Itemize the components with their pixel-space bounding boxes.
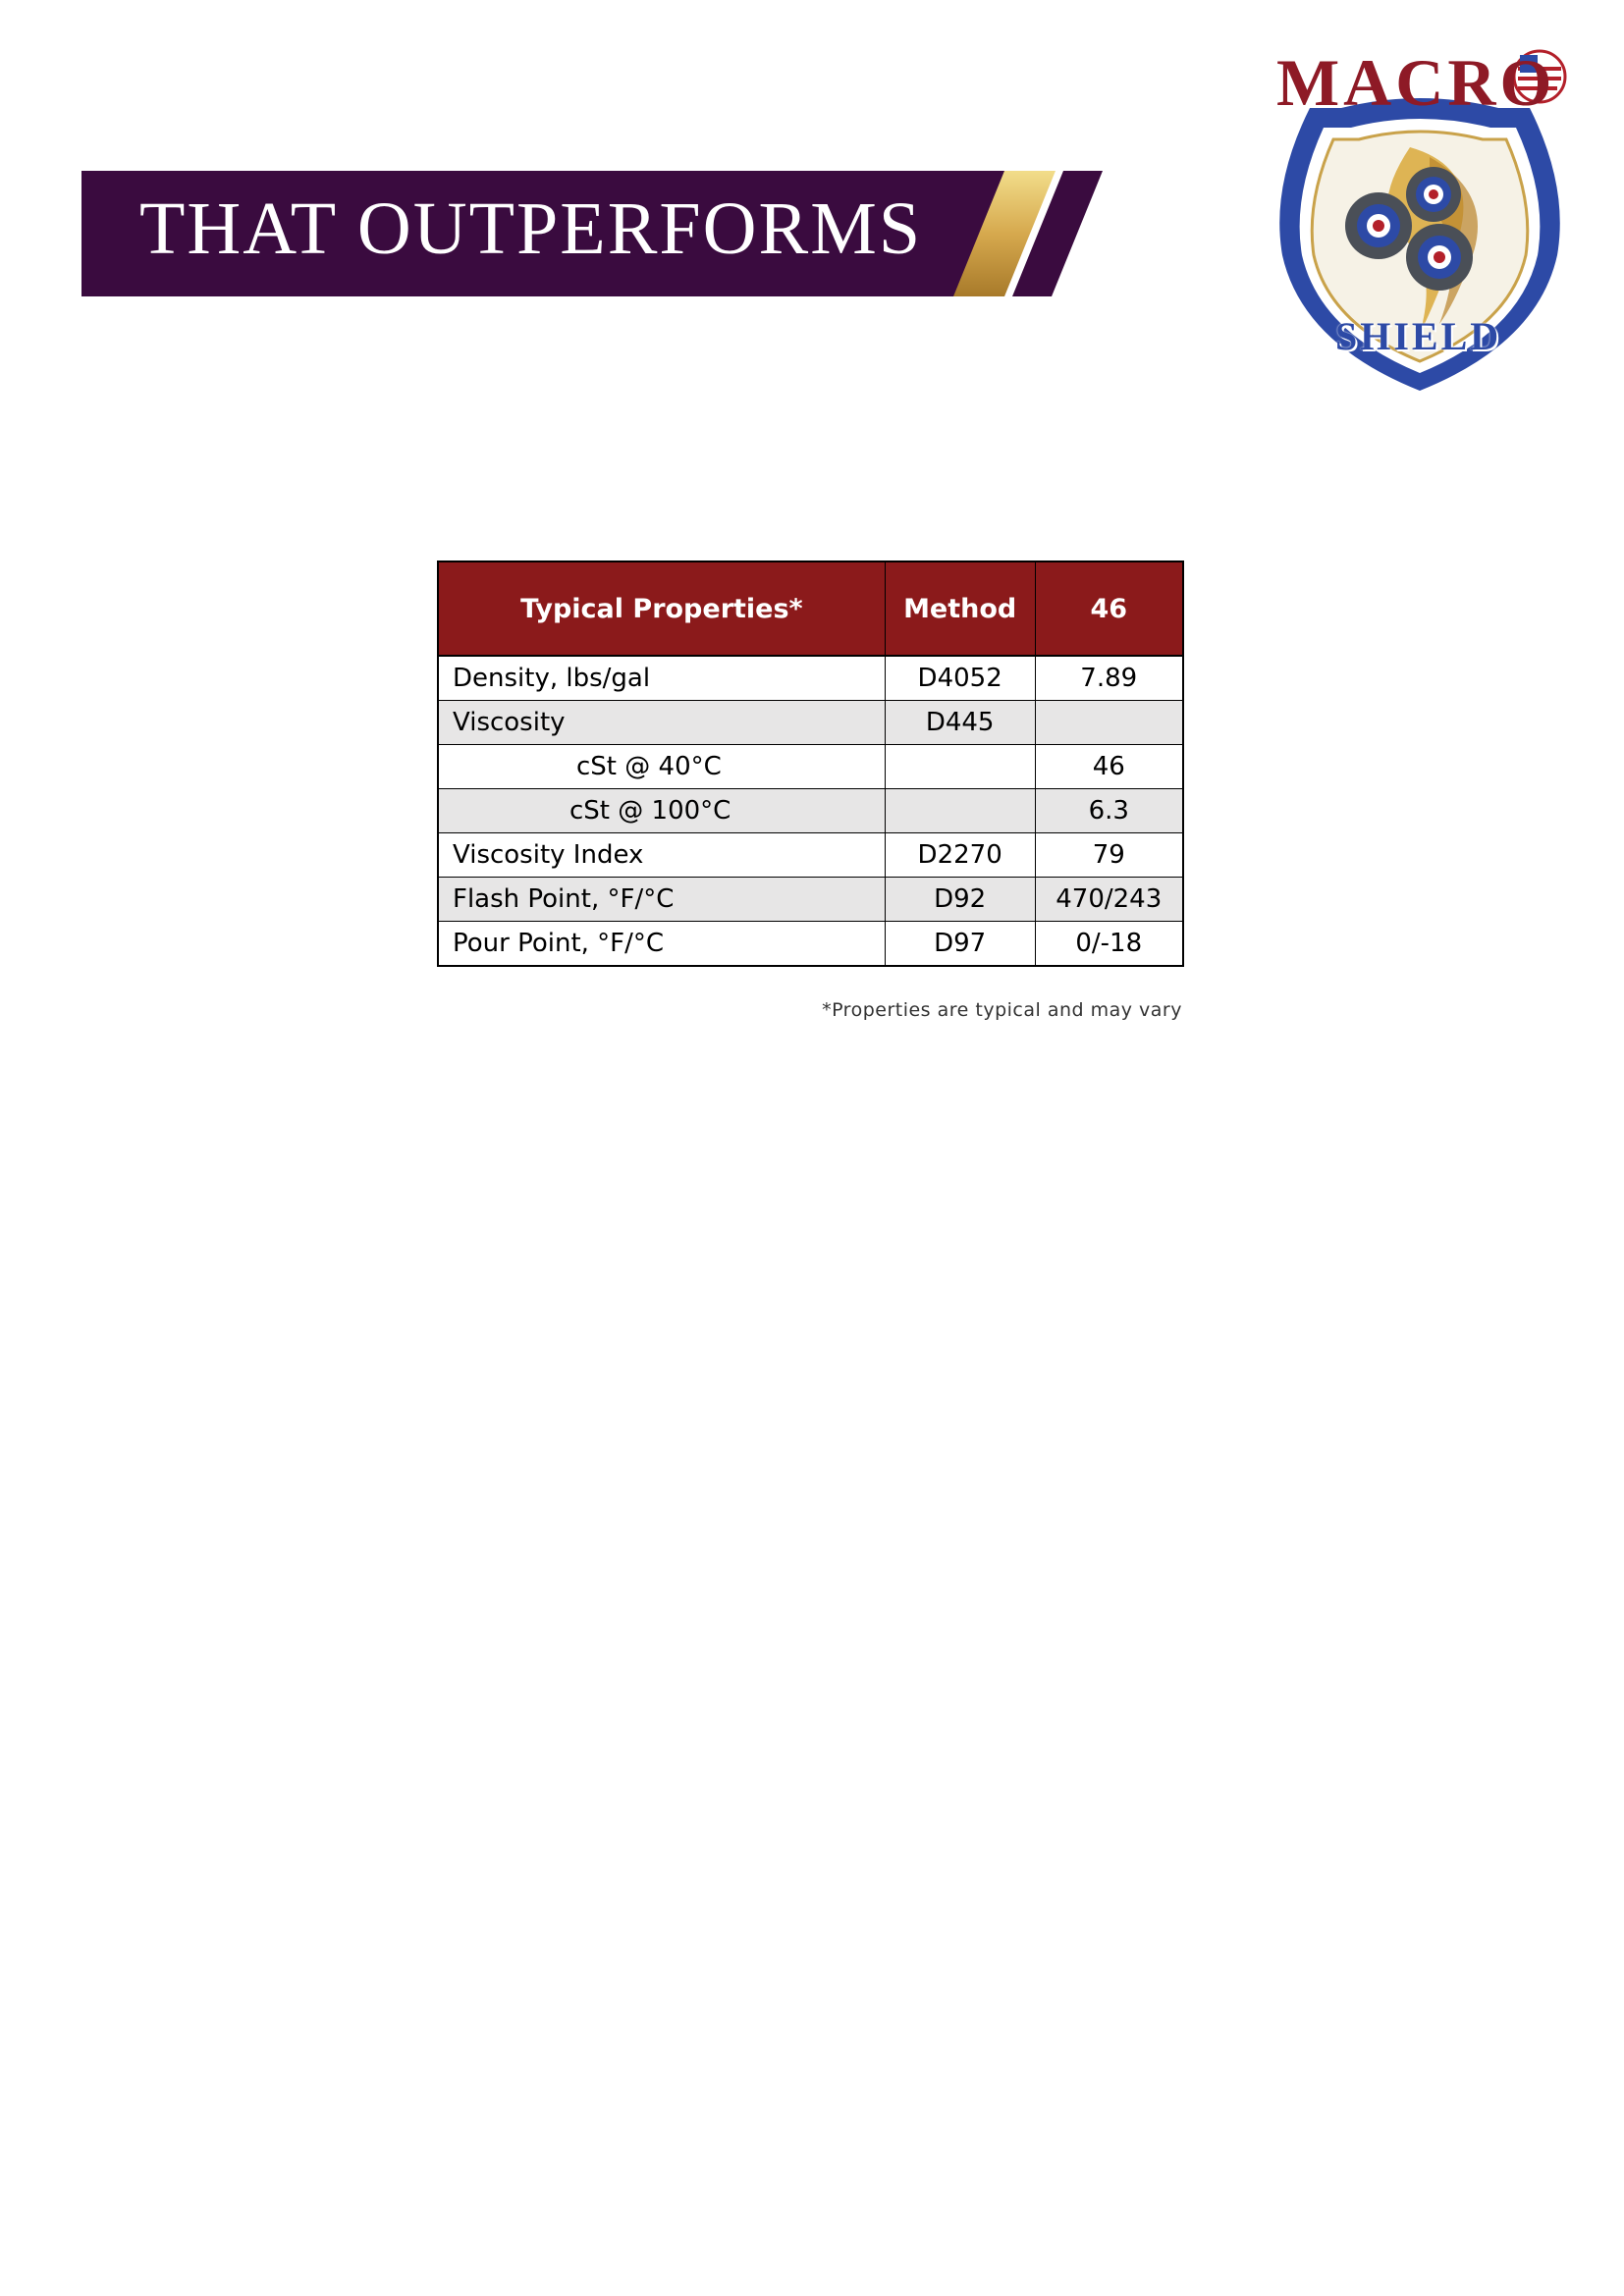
table-row xyxy=(438,656,1183,701)
table-row xyxy=(438,789,1183,833)
property-cell: Pour Point, °F/°C xyxy=(438,922,885,967)
method-cell: D2270 xyxy=(885,833,1035,878)
banner-title: THAT OUTPERFORMS xyxy=(139,187,923,270)
method-cell xyxy=(885,789,1035,833)
table-row xyxy=(438,833,1183,878)
logo-wordmark: MACRO xyxy=(1276,45,1556,120)
method-cell: D445 xyxy=(885,701,1035,745)
property-cell: Flash Point, °F/°C xyxy=(438,878,885,922)
value-cell: 7.89 xyxy=(1035,656,1183,701)
table-row xyxy=(438,745,1183,789)
method-cell: D97 xyxy=(885,922,1035,967)
logo-subtitle: SHIELD xyxy=(1335,314,1502,358)
value-cell: 46 xyxy=(1035,745,1183,789)
column-header-method: Method xyxy=(885,561,1035,656)
gear-icon xyxy=(1345,192,1412,259)
value-cell: 79 xyxy=(1035,833,1183,878)
properties-table xyxy=(437,561,1184,967)
value-cell: 0/-18 xyxy=(1035,922,1183,967)
value-cell: 6.3 xyxy=(1035,789,1183,833)
column-header-grade: 46 xyxy=(1035,561,1183,656)
property-cell: Viscosity Index xyxy=(438,833,885,878)
gear-icon xyxy=(1406,224,1473,291)
value-cell xyxy=(1035,701,1183,745)
gear-icon xyxy=(1406,167,1461,222)
method-cell: D92 xyxy=(885,878,1035,922)
method-cell xyxy=(885,745,1035,789)
value-cell: 470/243 xyxy=(1035,878,1183,922)
table-footnote: *Properties are typical and may vary xyxy=(822,999,1182,1021)
property-cell: cSt @ 100°C xyxy=(438,789,885,833)
column-header-property: Typical Properties* xyxy=(438,561,885,656)
table-row xyxy=(438,701,1183,745)
property-cell: Density, lbs/gal xyxy=(438,656,885,701)
table-header-row xyxy=(438,561,1183,656)
table-row xyxy=(438,878,1183,922)
table-row xyxy=(438,922,1183,967)
property-cell: cSt @ 40°C xyxy=(438,745,885,789)
property-cell: Viscosity xyxy=(438,701,885,745)
method-cell: D4052 xyxy=(885,656,1035,701)
